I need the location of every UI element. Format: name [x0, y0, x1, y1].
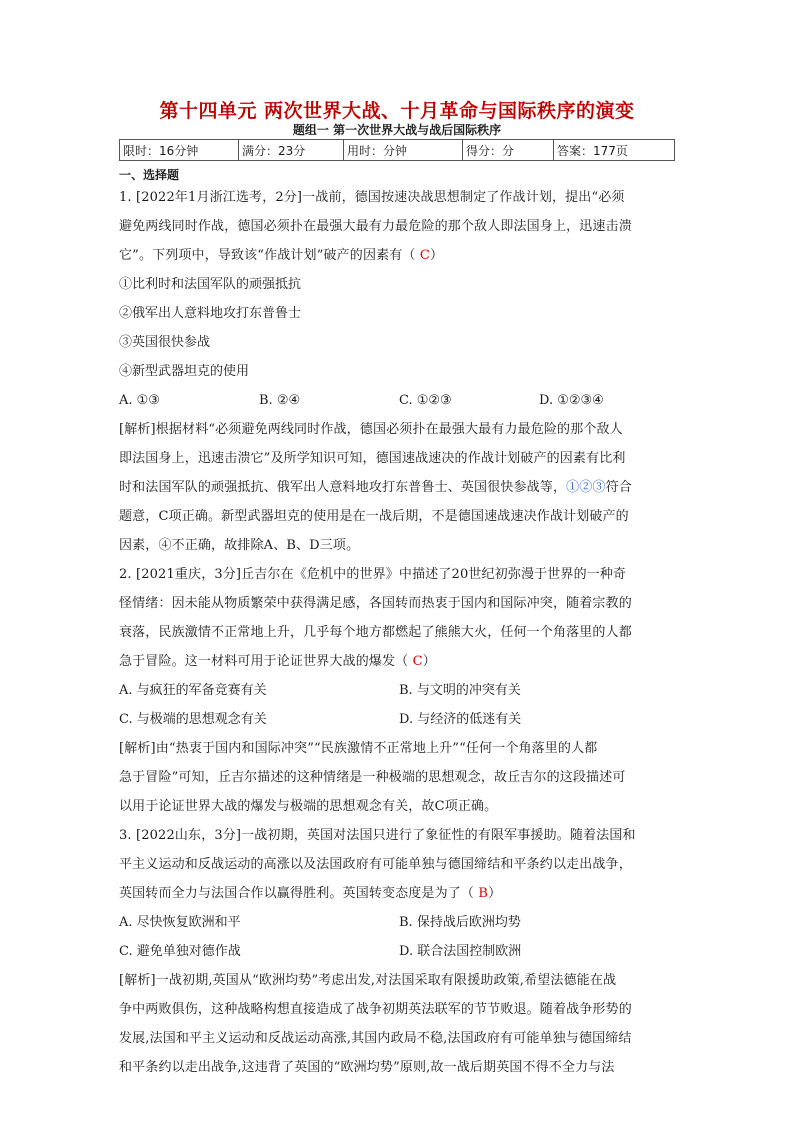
q2-options-row-1	[119, 676, 679, 705]
q1-option-c: C. ①②③	[399, 393, 452, 408]
q1-line-3-close: ）	[429, 248, 444, 263]
q1-option-b: B. ②④	[259, 393, 301, 408]
q1-options	[119, 386, 679, 415]
q3-line-3	[119, 879, 679, 908]
q2-answer: C	[412, 654, 423, 669]
q1-analysis-2: 即法国身上，迅速击溃它”及所学知识可知，德国速战速决的作战计划破产的因素有比利	[119, 451, 626, 466]
q2-line-1: 2. [2021重庆，3分]丘吉尔在《危机中的世界》中描述了20世纪初弥漫于世界的一种奇	[119, 567, 627, 582]
q1-option-a: A. ①③	[119, 393, 160, 408]
q1-analysis-1: [解析]根据材料“必须避免两线同时作战，德国必须扑在最强大最有力最危险的那个敌人	[119, 422, 623, 437]
questions-content	[119, 167, 679, 1082]
q2-line-4-text: 急于冒险。这一材料可用于论证世界大战的爆发（	[119, 654, 413, 669]
unit-title: 第十四单元 两次世界大战、十月革命与国际秩序的演变	[159, 100, 635, 122]
score-cell: 得分：分	[463, 140, 554, 161]
q1-analysis-3-text: 时和法国军队的顽强抵抗、俄军出人意料地攻打东普鲁士、英国很快参战等，	[119, 480, 567, 495]
q1-item-1: ①比利时和法国军队的顽强抵抗	[119, 277, 302, 292]
q1-analysis-4: 题意，C项正确。新型武器坦克的使用是在一战后期，不是德国速战速决作战计划破产的	[119, 509, 629, 524]
q3-analysis-4: 和平条约以走出战争,这违背了英国的“欧洲均势”原则,故一战后期英国不得不全力与法	[119, 1060, 615, 1075]
q3-analysis-1: [解析]一战初期,英国从“欧洲均势”考虑出发,对法国采取有限援助政策,希望法德能在战	[119, 973, 617, 988]
info-table	[119, 139, 675, 161]
answer-page-cell: 答案：177页	[554, 140, 675, 161]
q3-options-row-1	[119, 908, 679, 937]
q2-option-b: B. 与文明的冲突有关	[399, 683, 521, 698]
q2-analysis-3: 以用于论证世界大战的爆发与极端的思想观念有关，故C项正确。	[119, 799, 498, 814]
q2-options-row-2	[119, 705, 679, 734]
q1-item-2: ②俄军出人意料地攻打东普鲁士	[119, 306, 302, 321]
q2-option-a: A. 与疯狂的军备竞赛有关	[119, 683, 267, 698]
q1-option-d: D. ①②③④	[539, 393, 604, 408]
q3-option-c: C. 避免单独对德作战	[119, 944, 241, 959]
q2-analysis-1: [解析]由“热衷于国内和国际冲突”“民族激情不正常地上升”“任何一个角落里的人都	[119, 741, 598, 756]
q3-options-row-2	[119, 937, 679, 966]
q3-answer: B	[478, 886, 489, 901]
q1-analysis-3	[119, 473, 679, 502]
q3-option-a: A. 尽快恢复欧洲和平	[119, 915, 241, 930]
q1-analysis-5: 因素，④不正确，故排除A、B、D三项。	[119, 538, 360, 553]
q2-option-c: C. 与极端的思想观念有关	[119, 712, 267, 727]
q1-line-2: 避免两线同时作战，德国必须扑在最强大最有力最危险的那个敌人即法国身上，迅速击溃	[119, 219, 632, 234]
q1-line-3-text: 它”。下列项中，导致该“作战计划”破产的因素有（	[119, 248, 420, 263]
time-limit-cell: 限时：16分钟	[120, 140, 239, 161]
q1-item-4: ④新型武器坦克的使用	[119, 364, 250, 379]
q3-line-2: 平主义运动和反战运动的高涨以及法国政府有可能单独与德国缔结和平条约以走出战争，	[119, 857, 632, 872]
q2-line-3: 衰落，民族激情不正常地上升，几乎每个地方都燃起了熊熊大火，任何一个角落里的人都	[119, 625, 632, 640]
q3-option-d: D. 联合法国控制欧洲	[399, 944, 522, 959]
q1-analysis-highlight: ①②③	[566, 480, 606, 495]
q3-option-b: B. 保持战后欧洲均势	[399, 915, 521, 930]
q1-item-3: ③英国很快参战	[119, 335, 211, 350]
q2-analysis-2: 急于冒险”可知，丘吉尔描述的这种情绪是一种极端的思想观念，故丘吉尔的这段描述可	[119, 770, 626, 785]
q1-answer: C	[419, 248, 430, 263]
time-used-cell: 用时：分钟	[344, 140, 463, 161]
info-row	[120, 140, 675, 161]
q2-line-4	[119, 647, 679, 676]
q3-analysis-2: 争中两败俱伤，这种战略构想直接造成了战争初期英法联军的节节败退。随着战争形势的	[119, 1002, 632, 1017]
full-score-cell: 满分：23分	[239, 140, 344, 161]
q3-line-1: 3. [2022山东，3分]一战初期，英国对法国只进行了象征性的有限军事援助。随着法国和	[119, 828, 636, 843]
q2-line-4-close: ）	[422, 654, 436, 669]
q1-line-1: 1. [2022年1月浙江选考，2分]一战前，德国按速决战思想制定了作战计划，提出“必须	[119, 190, 625, 205]
q1-analysis-3-tail: 符合	[605, 480, 632, 495]
section-heading: 一、选择题	[119, 168, 180, 182]
q2-option-d: D. 与经济的低迷有关	[399, 712, 522, 727]
q3-line-3-text: 英国转而全力与法国合作以赢得胜利。英国转变态度是为了（	[119, 886, 479, 901]
q2-line-2: 怪情绪：因未能从物质繁荣中获得满足感，各国转而热衷于国内和国际冲突，随着宗教的	[119, 596, 632, 611]
q1-line-3	[119, 241, 679, 270]
group-subtitle: 题组一 第一次世界大战与战后国际秩序	[292, 123, 502, 137]
q3-line-3-close: ）	[488, 886, 502, 901]
q3-analysis-3: 发展,法国和平主义运动和反战运动高涨,其国内政局不稳,法国政府有可能单独与德国缔结	[119, 1031, 632, 1046]
